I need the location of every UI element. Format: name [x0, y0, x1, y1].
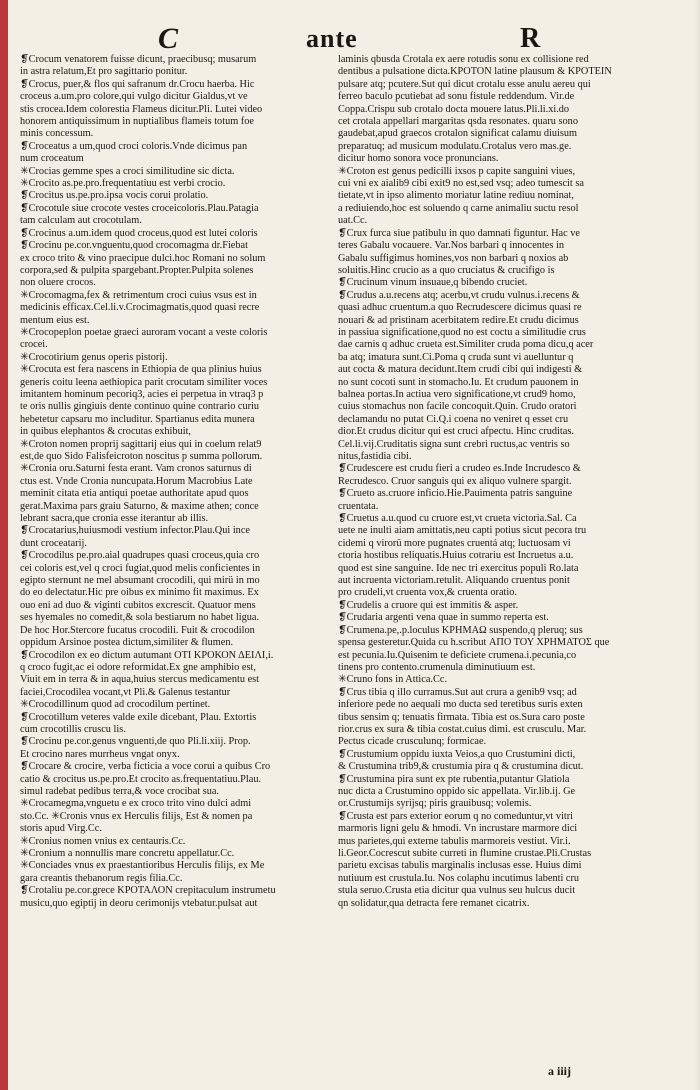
right-column-line: ✳Cruno fons in Attica.Cc.: [338, 674, 448, 686]
right-column-line: preparatuq; ad musicum modulatu.Crotalus vero mas.ge.: [338, 140, 572, 152]
right-column-line: rior.crus ex sura & tibia costat.cuius dimi. est crusculu. Mar.: [338, 723, 587, 735]
right-column-line: Gabalu suffigimus homines,vos non barbari q noxios ab: [338, 252, 569, 264]
header-left-letter: C: [158, 22, 179, 55]
right-column-line: teres Gabalu vocauere. Var.Nos barbari q innocentes in: [338, 240, 564, 252]
left-column-line: mentum eius est.: [20, 314, 90, 326]
left-column-line: ❡Crocare & crocire, verba ficticia a voce corui a quibus Cro: [20, 761, 271, 773]
left-column-line: tam calculam aut crocotulam.: [20, 215, 142, 227]
right-column-line: dior.Et crudus dicitur qui est cruci afpectu. Hinc cruditas.: [338, 426, 574, 438]
left-column-line: gerat.Maxima pars graiu Saturno, & maxime athen; conce: [20, 500, 259, 512]
left-column-line: ses hyemales no comedit,& sola bestiarum no habet ligua.: [20, 612, 260, 624]
right-column-line: ❡Crux furca siue patibulu in quo damnati figuntur. Hac ve: [338, 227, 580, 239]
left-column-line: honorem antiquissimum in nuptialibus flameis totum foe: [20, 116, 254, 128]
right-column-line: pulsare atq; pcutere.Sut qui dicut crotalu esse anulu aereu qui: [338, 78, 591, 90]
right-column-line: spensa gesteretur.Quida cu h.scribut ΑΠΟ ΤΟΥ ΧΡΗΜΑΤΟΣ que: [338, 637, 610, 649]
right-column-line: balnea portas.In actiua vero significatione,vt crud9 homo,: [338, 388, 576, 400]
left-column-line: ✳Crocodillinum quod ad crocodilum pertinet.: [20, 699, 211, 711]
signature-mark: a iiij: [548, 1064, 571, 1078]
left-column-line: medicinis efficax.Cel.li.v.Crocimagmatis,quod quasi recre: [20, 302, 260, 314]
left-column-line: ❡Crocinus a.um.idem quod croceus,quod est lutei coloris: [20, 227, 258, 239]
left-column-line: est,de quo Sido Falisfeicroton noscitus p summa pollorum.: [20, 451, 263, 462]
right-column-line: ❡Cruetus a.u.quod cu cruore est,vt crueta victoria.Sal. Ca: [338, 513, 577, 525]
right-column-line: gaudebat,apud graecos crotalon significat calamu diuisum: [338, 128, 578, 140]
left-column-line: ouo eni ad duo & viginti cubitos excrescit. Quatuor mens: [20, 599, 256, 611]
left-column-line: in quibus elephantos & crocutas exhibuit,: [20, 426, 192, 438]
right-column-line: ❡Crucinum vinum insuaue,q bibendo cruciet.: [338, 277, 528, 289]
binding-edge: [0, 0, 8, 1090]
right-column-line: ❡Crustumium oppidu iuxta Veios,a quo Crustumini dicti,: [338, 748, 576, 760]
left-column-line: cum crocotillis cruscu lis.: [20, 723, 126, 735]
left-column-line: faciei,Crocodilea vocant,vt Pli.& Galenus testantur: [20, 686, 231, 698]
left-column-line: ex croco trito & vino praecipue dulci.hoc Romani no solum: [20, 252, 266, 264]
left-column-line: cei coloris est,vel q croci fugiat,quod melis conficientes in: [20, 562, 261, 574]
left-column-line: ❡Crocodilon ex eo dictum autumant ΟΤΙ ΚΡΟΚΟΝ ΔΕΙΛΙ,i.: [20, 649, 274, 661]
left-column-line: hebetetur capsaru mo includitur. Spartianus edita munera: [20, 413, 255, 425]
right-column-line: quod est sine sanguine. Ide nec tri exercitus populi Ro.lata: [338, 562, 579, 574]
right-column-line: nuc dicta a Crustumino oppido sic appellata. Vir.lib.ij. Ge: [338, 785, 576, 797]
left-column-line: ❡Crocinu pe.cor.vnguentu,quod crocomagma dr.Fiebat: [20, 240, 248, 252]
right-column-line: inferiore pede no aequali mo ducta sed teretibus suris exten: [338, 699, 583, 711]
right-column-line: ❡Crustumina pira sunt ex pte rubentia,putantur Glatiola: [338, 773, 570, 785]
right-column-line: ❡Crudelis a cruore qui est immitis & asper.: [338, 599, 519, 611]
left-column-line: ❡Crocitus us.pe.pro.ipsa vocis corui prolatio.: [20, 190, 209, 202]
right-column-line: tietate,vt in ipso alimento moriatur latine rediuu nominat,: [338, 190, 574, 202]
right-column-line: ferreo baculo pcutiebat ad sonu fistule reddendum. Vir.de: [338, 91, 575, 103]
left-column-line: do eo delectatur.Hic pre oibus ex minimo fit maximus. Ex: [20, 587, 259, 599]
right-column-line: a rediuiendo,hoc est soluendo q carne animaliu suctu resol: [338, 202, 579, 214]
right-column-line: marmoris ligni gelu & hmodi. Vn incrustare marmore dici: [338, 823, 578, 835]
right-column-line: cruentata.: [338, 500, 379, 512]
right-column-line: tinens pro contento.crumenula diminutiuum est.: [338, 661, 536, 673]
right-column-line: est pecunia.Iu.Quisenim te deficiete crumena.i.pecunia,co: [338, 649, 577, 661]
left-column-line: egipto sternunt ne mel absumant crocodili, qui mirü in mo: [20, 575, 260, 587]
right-column-line: cidemi q virorü more pugnates cruentá atq; luctuosam vi: [338, 537, 571, 549]
right-column-line: dicitur homo sonora voce pronuncians.: [338, 153, 499, 165]
right-column-line: aut incruenta victoriam.retulit. Aliquando cruentus ponit: [338, 575, 570, 587]
left-column-line: ❡Crocatarius,huiusmodi vestium infector.Plau.Qui ince: [20, 525, 250, 537]
left-column-line: De hoc Hor.Stercore fucatus crocodili. Fuit & crocodilon: [20, 624, 255, 636]
left-column-line: te oris nullis gingiuis dente continuo quine contrario curiu: [20, 401, 260, 413]
left-column-line: lebrant sacra,que cronia esse iterantur ab illis.: [20, 513, 209, 525]
left-column-line: generis coitu leena aethiopica parit crocutam similiter voces: [20, 376, 268, 388]
header-right-letter: R: [520, 23, 541, 54]
left-column-line: dunt croceatarij.: [20, 537, 87, 549]
left-column-line: ✳Crocamegma,vnguetu e ex croco trito vino dulci admi: [20, 798, 252, 810]
right-text-column: [338, 54, 664, 1054]
left-column-line: ❡Crocinu pe.cor.genus vnguenti,de quo Pli.li.xiij. Prop.: [20, 736, 251, 748]
left-column-line: ✳Cronia oru.Saturni festa erant. Vam cronos saturnus di: [20, 463, 252, 475]
right-column-line: dentibus a pulsatione dicta.ΚΡΟΤΟΝ latine plausum & ΚΡΟΤΕΙΝ: [338, 66, 612, 78]
right-column-line: nutiuum est crustula.Iu. Nos colaphu incutimus labenti cru: [338, 872, 580, 884]
left-column-line: ❡Croceatus a um,quod croci coloris.Vnde dicimus pan: [20, 140, 248, 152]
left-column-line: minis concessum.: [20, 128, 94, 140]
header-title: ante: [306, 24, 358, 53]
left-column-line: ✳Crocito as.pe.pro.frequentatiuu est verbi crocio.: [20, 178, 226, 190]
right-column-line: no sunt cocoti sunt in stomacho.Iu. Et crudum pauonem in: [338, 376, 579, 388]
left-column-line: ✳Crocotirium genus operis pistorij.: [20, 351, 168, 363]
right-column-line: cui vni ex aialib9 cibi exit9 no est,sed vsq; adeo tumescit sa: [338, 178, 584, 190]
left-column-line: catio & crocitus us.pe.pro.Et crocito as.frequentatiuu.Plau.: [20, 773, 262, 785]
left-column-line: stis crocea.Idem colorestia Flameus dicitur.Pli. Lutei video: [20, 103, 263, 115]
left-column-line: imitantem hominum pecoriq3, acies ei perpetua in vtraq3 p: [20, 388, 264, 400]
right-column-line: ❡Crudescere est crudu fieri a crudeo es.Inde Incrudesco &: [338, 463, 581, 475]
right-column-line: ❡Crueto as.cruore inficio.Hie.Pauimenta patris sanguine: [338, 488, 573, 500]
right-column-line: li.Geor.Cocrescut subite curreti in flumine crustae.Pli.Crustas: [338, 848, 592, 859]
left-column-line: ❡Crocum venatorem fuisse dicunt, praecibusq; musarum: [20, 54, 257, 65]
page-edge-shadow: [694, 0, 700, 1090]
left-column-line: ❡Crocodilus pe.pro.aial quadrupes quasi croceus,quia cro: [20, 550, 260, 562]
right-column-line: ❡Crudaria argenti vena quae in summo reperta est.: [338, 612, 549, 624]
left-column-line: ctus est. Vnde Cronia nuncupata.Horum Macrobius Late: [20, 475, 253, 487]
right-column-line: & Crustumina trib9,& crustumia pira q & crustumina dicut.: [338, 761, 584, 773]
left-column-line: ✳Croton nomen proprij sagittarij eius qui in coelum relat9: [20, 438, 262, 450]
left-text-column: [20, 54, 338, 1054]
left-column-line: crocei.: [20, 339, 48, 351]
book-page: [8, 0, 700, 1090]
left-column-line: ❡Crocus, puer,& flos qui safranum dr.Crocu haerba. Hic: [20, 78, 255, 90]
left-column-line: gara creantis thebanorum regis filia.Cc.: [20, 872, 183, 884]
left-column-line: non oluere crocos.: [20, 277, 96, 289]
right-column-line: cuius stomachus non facile concoquit.Quin. Crudo oratori: [338, 401, 577, 413]
left-column-line: ❡Crocotule siue crocote vestes croceicoloris.Plau.Patagia: [20, 202, 259, 214]
left-column-line: Et crocino nares murrheus vngat onyx.: [20, 748, 180, 760]
right-column-line: mus parietes,qui externe tabulis marmoreis vestiut. Vir.i.: [338, 835, 571, 847]
left-column-line: in astra relatum,Et pro sagittario ponitur.: [20, 66, 188, 78]
right-column-line: ❡Crusta est pars exterior eorum q no comeduntur,vt vitri: [338, 810, 573, 822]
right-column-line: soluitis.Hinc crucio as a quo cruciatus & crucifigo is: [338, 264, 555, 276]
right-column-line: aut cocta & matura decidunt.Item crudi cibi qui indigesti &: [338, 364, 583, 376]
left-column-line: meminit citata etia antiqui poetae authoritate apud quos: [20, 488, 249, 500]
left-column-line: simul radebat pedibus terra,& voce crocibat sua.: [20, 785, 219, 797]
left-column-line: sto.Cc. ✳Cronis vnus ex Herculis filijs, Est & nomen pa: [20, 810, 253, 822]
left-column-line: ✳Crocuta est fera nascens in Ethiopia de qua plinius huius: [20, 364, 262, 376]
right-column-line: declamandu no putat Ci.Q.i coena no veniret q esset cru: [338, 413, 569, 425]
right-column-line: Cel.li.vij.Cruditatis signa sunt crebri ructus,ac ventris so: [338, 438, 570, 450]
left-column-line: storis apud Virg.Cc.: [20, 823, 102, 835]
right-column-line: uete ne inulti aiam amittatis,neu capti potius sicut pecora tru: [338, 525, 587, 537]
right-column-line: ctoria hostibus reliquatis.Huius cotrariu est Incruetus a.u.: [338, 550, 574, 562]
page-header: [8, 22, 700, 56]
right-column-line: Pectus cicade crusculunq; formicae.: [338, 736, 487, 748]
right-column-line: Coppa.Crispu sub crotalo docta mouere latus.Pli.li.xi.do: [338, 103, 570, 115]
left-column-line: oppidum Arsinoe postea dictum,similiter & flumen.: [20, 637, 234, 649]
left-column-line: croceus a.um.pro colore,qui vulgo dicitur Gialdus,vt ve: [20, 91, 248, 103]
right-column-line: ❡Crumena.pe,.p.loculus ΚΡΗΜΑΩ suspendo,q pleruq; sus: [338, 624, 583, 636]
right-column-line: stula seruo.Crusta etia dicitur qua vulnus seu hulcus ducit: [338, 885, 576, 897]
right-column-line: qn solidatur,qua detracta fere remanet cicatrix.: [338, 897, 530, 909]
left-column-line: corpora,sed & pulpita spargebant.Propter.Pulpita solenes: [20, 264, 254, 276]
right-column-line: tibus sensim q; tenuatis firmata. Tibia est os.Sura caro poste: [338, 711, 585, 723]
left-column-line: ✳Cronius nomen vnius ex centauris.Cc.: [20, 835, 186, 847]
left-column-line: ✳Crocopeplon poetae graeci auroram vocant a veste coloris: [20, 326, 268, 338]
left-column-line: q croco fugit,ac ei odore reformidat.Ex gne amphibio est,: [20, 661, 256, 673]
left-column-line: Viuit em in terra & in aqua,huius stercus medicamentu est: [20, 674, 260, 686]
right-column-line: ✳Croton est genus pedicilli ixsos p capite sanguini viues,: [338, 165, 576, 177]
right-column-line: ❡Crudus a.u.recens atq; acerbu,vt crudu vulnus.i.recens &: [338, 289, 580, 301]
right-column-line: laminis qbusda Crotala ex aere rotudis sonu ex collisione red: [338, 54, 589, 65]
left-column-line: ❡Crocotillum veteres valde exile dicebant, Plau. Extortis: [20, 711, 257, 723]
right-column-line: pro crudeli,vt cruenta vox,& cruenta oratio.: [338, 587, 517, 599]
right-column-line: parietu excisas tabulis marginalis inclusas esse. Huius dimi: [338, 860, 582, 872]
right-column-line: quasi adhuc cruentum.a quo Recrudescere dicimus quasi re: [338, 302, 582, 314]
right-column-line: or.Crustumijs syrijsq; piris grauibusq; volemis.: [338, 798, 532, 810]
right-column-line: ❡Crus tibia q illo curramus.Sut aut crura a genib9 vsq; ad: [338, 686, 577, 698]
right-column-line: uat.Cc.: [338, 215, 368, 227]
right-column-line: Recrudesco. Cruor sanguis qui ex aliquo vulnere spargit.: [338, 475, 572, 487]
left-column-line: ✳Cronium a nonnullis mare concretu appellatur.Cc.: [20, 848, 235, 859]
left-column-line: ✳Crocias gemme spes a croci similitudine sic dicta.: [20, 165, 235, 177]
right-column-line: nitus,fastidia cibi.: [338, 451, 412, 462]
right-column-line: dae carnis q adhuc crueta est.Similiter cruda poma dicu,q acer: [338, 339, 594, 351]
left-column-line: musicu,quo egiptij in deoru cerimonijs vtebatur.pulsat aut: [20, 897, 258, 909]
left-column-line: ❡Crotaliu pe.cor.grece ΚΡΟΤΑΛΟΝ crepitaculum instrumetu: [20, 885, 276, 897]
left-column-line: ✳Conciades vnus ex praestantioribus Herculis filijs, ex Me: [20, 860, 265, 872]
right-column-line: ba atq; imatura sunt.Ci.Poma q cruda sunt vi auelluntur q: [338, 351, 574, 363]
right-column-line: cet crotala appellari margaritas qsda resonates. quaru sono: [338, 116, 578, 128]
left-column-line: ✳Crocomagma,fex & retrimentum croci cuius vsus est in: [20, 289, 257, 301]
right-column-line: in passiua significatione,quod no est coctu a similitudie crus: [338, 326, 586, 338]
left-column-line: num croceatum: [20, 153, 84, 165]
right-column-line: nouari & ad pristinam acerbitatem redire.Et crudu dicimus: [338, 314, 579, 326]
